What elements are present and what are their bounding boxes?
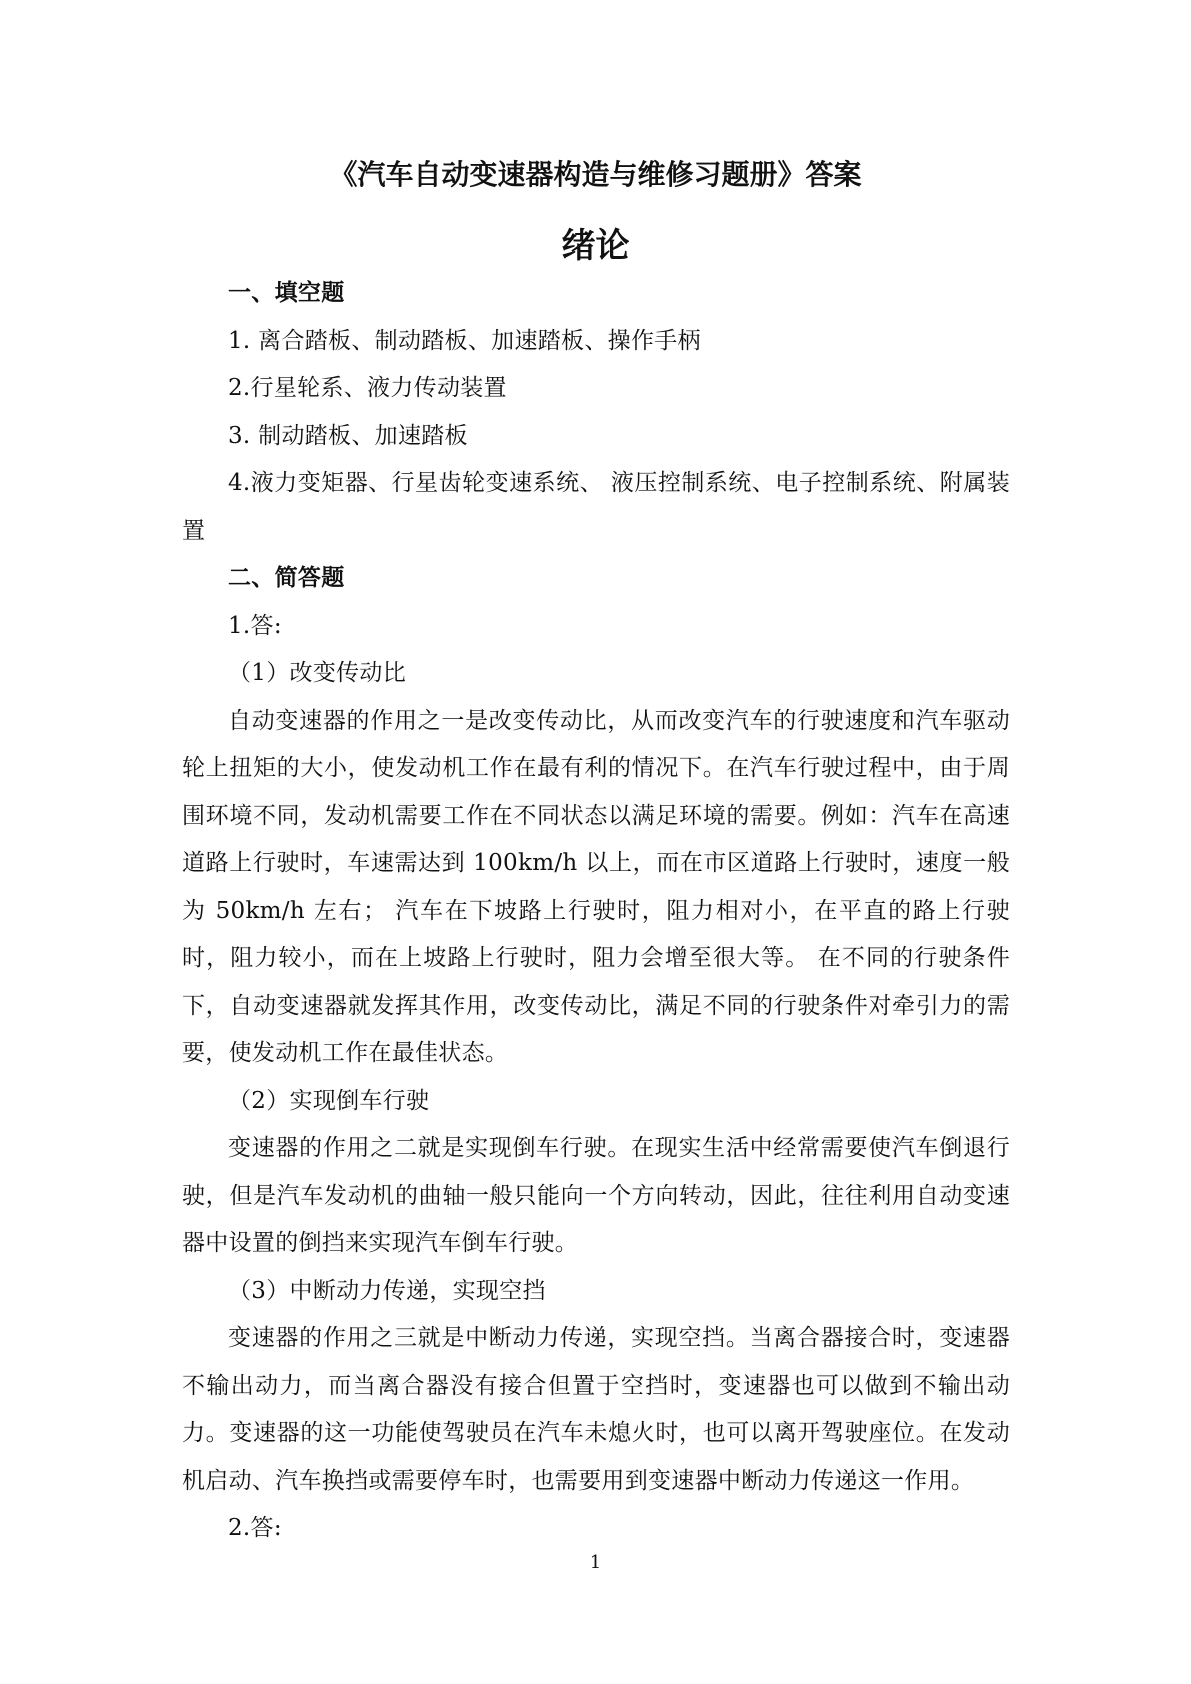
paragraph-reverse: 变速器的作用之二就是实现倒车行驶。在现实生活中经常需要使汽车倒退行驶，但是汽车发动机的曲轴一般只能向一个方向转动，因此，往往利用自动变速器中设置的倒挡来实现汽车倒车行驶。 [182,1135,1010,1256]
document-body [182,270,1010,1553]
paragraph-change-ratio: 自动变速器的作用之一是改变传动比，从而改变汽车的行驶速度和汽车驱动轮上扭矩的大小，使发动机工作在最有利的情况下。在汽车行驶过程中，由于周围环境不同，发动机需要工作在不同状态以满足环境的需要。例如：汽车在高速道路上行驶时，车速需达到 100km/h 以上，而在市区道路上行驶时，速度一般为 50km/h 左右； 汽车在下坡路上行驶时，阻力相对小，在平直的路上行驶时，阻力较小，而在上坡路上行驶时，阻力会增至很大等。 在不同的行驶条件下，自动变速器就发挥其作用，改变传动比，满足不同的行驶条件对牵引力的需要，使发动机工作在最佳状态。 [182,707,1010,1066]
section-heading-short-answer: 二、简答题 [228,565,345,591]
answer-2-label: 2.答: [228,1515,282,1541]
fill-blank-answer-3: 3. 制动踏板、加速踏板 [228,422,468,449]
fill-blank-answer-4: 4.液力变矩器、行星齿轮变速系统、 液压控制系统、电子控制系统、附属装置 [182,470,1010,544]
section-heading-fill-blank: 一、填空题 [228,280,345,306]
answer-1-label: 1.答: [228,612,282,639]
fill-blank-answer-2: 2.行星轮系、液力传动装置 [228,375,507,401]
document-title: 《汽车自动变速器构造与维修习题册》答案 [329,158,862,191]
subheading-neutral: （3）中断动力传递，实现空挡 [228,1277,546,1304]
fill-blank-answer-1: 1. 离合踏板、制动踏板、加速踏板、操作手柄 [228,327,701,354]
page-number: 1 [589,1552,602,1573]
subheading-reverse: （2）实现倒车行驶 [228,1087,430,1114]
chapter-title: 绪论 [561,226,630,266]
subheading-change-ratio: （1）改变传动比 [228,660,407,686]
paragraph-neutral: 变速器的作用之三就是中断动力传递，实现空挡。当离合器接合时，变速器不输出动力，而当离合器没有接合但置于空挡时，变速器也可以做到不输出动力。变速器的这一功能使驾驶员在汽车未熄火时，也可以离开驾驶座位。在发动机启动、汽车换挡或需要停车时，也需要用到变速器中断动力传递这一作用。 [182,1325,1010,1494]
